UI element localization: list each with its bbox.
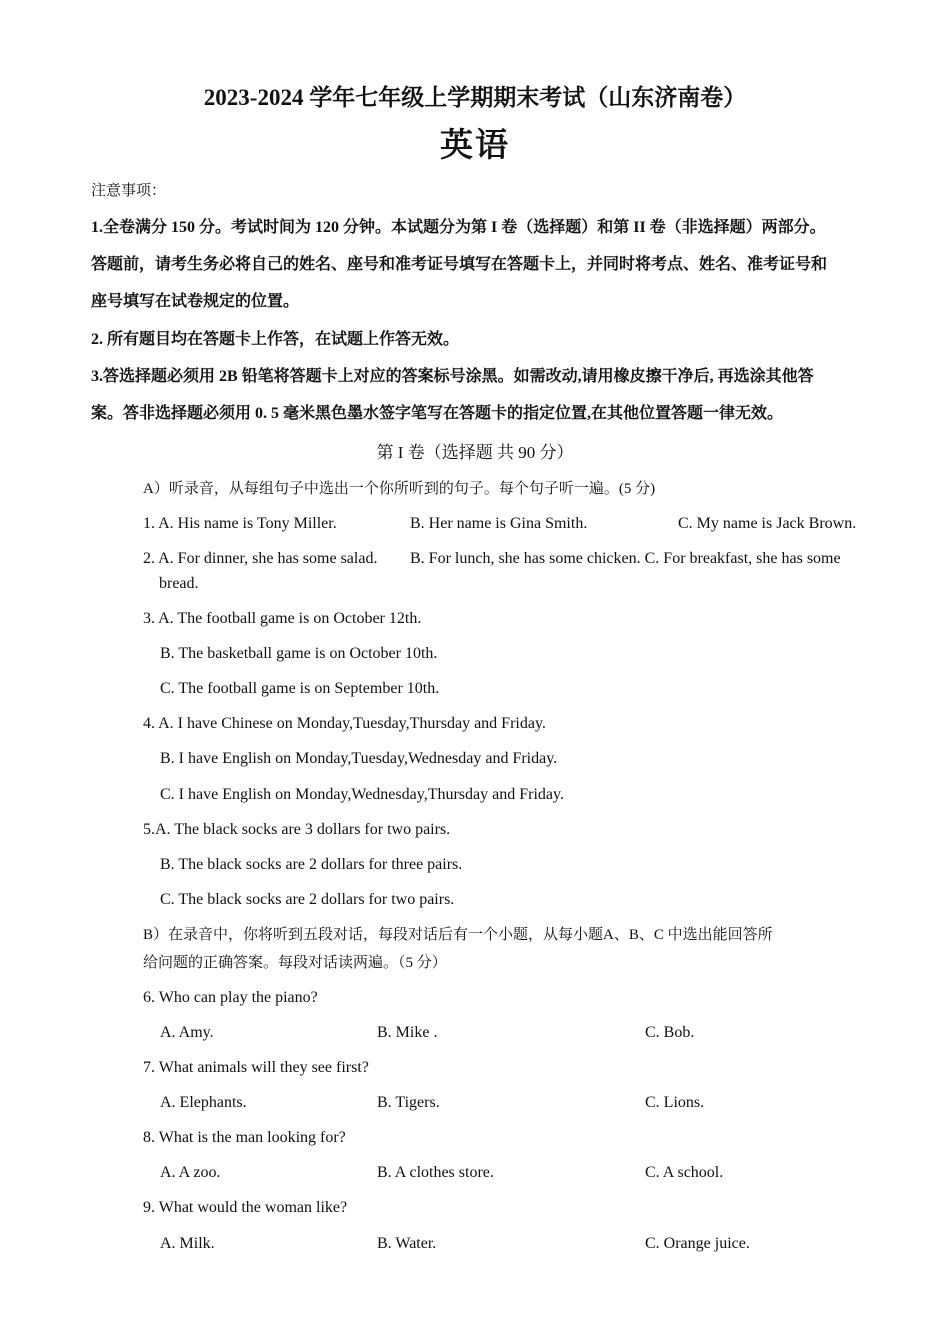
- q3-option-c: C. The football game is on September 10th.: [160, 680, 440, 697]
- q8-option-b: B. A clothes store.: [377, 1164, 494, 1181]
- q2-option-a: 2. A. For dinner, she has some salad.: [143, 550, 378, 567]
- q2-option-bc: B. For lunch, she has some chicken. C. For breakfast, she has some: [410, 550, 841, 567]
- notice-label: 注意事项：: [91, 183, 167, 199]
- q1-option-b: B. Her name is Gina Smith.: [410, 515, 588, 532]
- notice-line: 座号填写在试卷规定的位置。: [91, 293, 300, 310]
- section-title: 第 I 卷（选择题 共 90 分）: [376, 443, 574, 462]
- q9-question: 9. What would the woman like?: [143, 1199, 348, 1216]
- exam-title: 2023-2024 学年七年级上学期期末考试（山东济南卷）: [203, 85, 747, 110]
- notice-line: 3.答选择题必须用 2B 铅笔将答题卡上对应的答案标号涂黑。如需改动,请用橡皮擦干净后, 再选涂其他答: [91, 368, 814, 385]
- q3-option-b: B. The basketball game is on October 10th.: [160, 645, 438, 662]
- notice-line: 1.全卷满分 150 分。考试时间为 120 分钟。本试题分为第 I 卷（选择题）和第 II 卷（非选择题）两部分。: [91, 219, 826, 236]
- q5-option-c: C. The black socks are 2 dollars for two pairs.: [160, 891, 455, 908]
- q7-question: 7. What animals will they see first?: [143, 1059, 369, 1076]
- subject-title: 英语: [440, 128, 510, 164]
- q4-option-b: B. I have English on Monday,Tuesday,Wednesday and Friday.: [160, 750, 558, 767]
- q5-option-a: 5.A. The black socks are 3 dollars for two pairs.: [143, 821, 451, 838]
- q6-option-b: B. Mike .: [377, 1024, 438, 1041]
- q9-option-c: C. Orange juice.: [645, 1235, 750, 1252]
- notice-line: 2. 所有题目均在答题卡上作答，在试题上作答无效。: [91, 331, 460, 348]
- q7-option-b: B. Tigers.: [377, 1094, 440, 1111]
- part-b-instruction: B）在录音中，你将听到五段对话，每段对话后有一个小题，从每小题A、B、C 中选出能回答所: [143, 927, 773, 943]
- q5-option-b: B. The black socks are 2 dollars for three pairs.: [160, 856, 463, 873]
- q9-option-a: A. Milk.: [160, 1235, 215, 1252]
- q1-option-a: 1. A. His name is Tony Miller.: [143, 515, 337, 532]
- q2-continuation: bread.: [159, 575, 199, 592]
- q6-question: 6. Who can play the piano?: [143, 989, 318, 1006]
- q3-option-a: 3. A. The football game is on October 12th.: [143, 610, 422, 627]
- q4-option-c: C. I have English on Monday,Wednesday,Thursday and Friday.: [160, 786, 564, 803]
- q6-option-a: A. Amy.: [160, 1024, 214, 1041]
- notice-line: 案。答非选择题必须用 0. 5 毫米黑色墨水签字笔写在答题卡的指定位置,在其他位置答题一律无效。: [91, 405, 784, 422]
- q1-option-c: C. My name is Jack Brown.: [678, 515, 857, 532]
- q4-option-a: 4. A. I have Chinese on Monday,Tuesday,Thursday and Friday.: [143, 715, 546, 732]
- part-a-instruction: A）听录音，从每组句子中选出一个你所听到的句子。每个句子听一遍。(5 分): [143, 481, 656, 497]
- q6-option-c: C. Bob.: [645, 1024, 695, 1041]
- q8-option-a: A. A zoo.: [160, 1164, 221, 1181]
- q9-option-b: B. Water.: [377, 1235, 437, 1252]
- q8-option-c: C. A school.: [645, 1164, 724, 1181]
- q7-option-c: C. Lions.: [645, 1094, 705, 1111]
- notice-line: 答题前，请考生务必将自己的姓名、座号和准考证号填写在答题卡上，并同时将考点、姓名、准考证号和: [91, 256, 828, 273]
- q8-question: 8. What is the man looking for?: [143, 1129, 346, 1146]
- q7-option-a: A. Elephants.: [160, 1094, 247, 1111]
- part-b-instruction: 给问题的正确答案。每段对话读两遍。（5 分）: [143, 955, 447, 971]
